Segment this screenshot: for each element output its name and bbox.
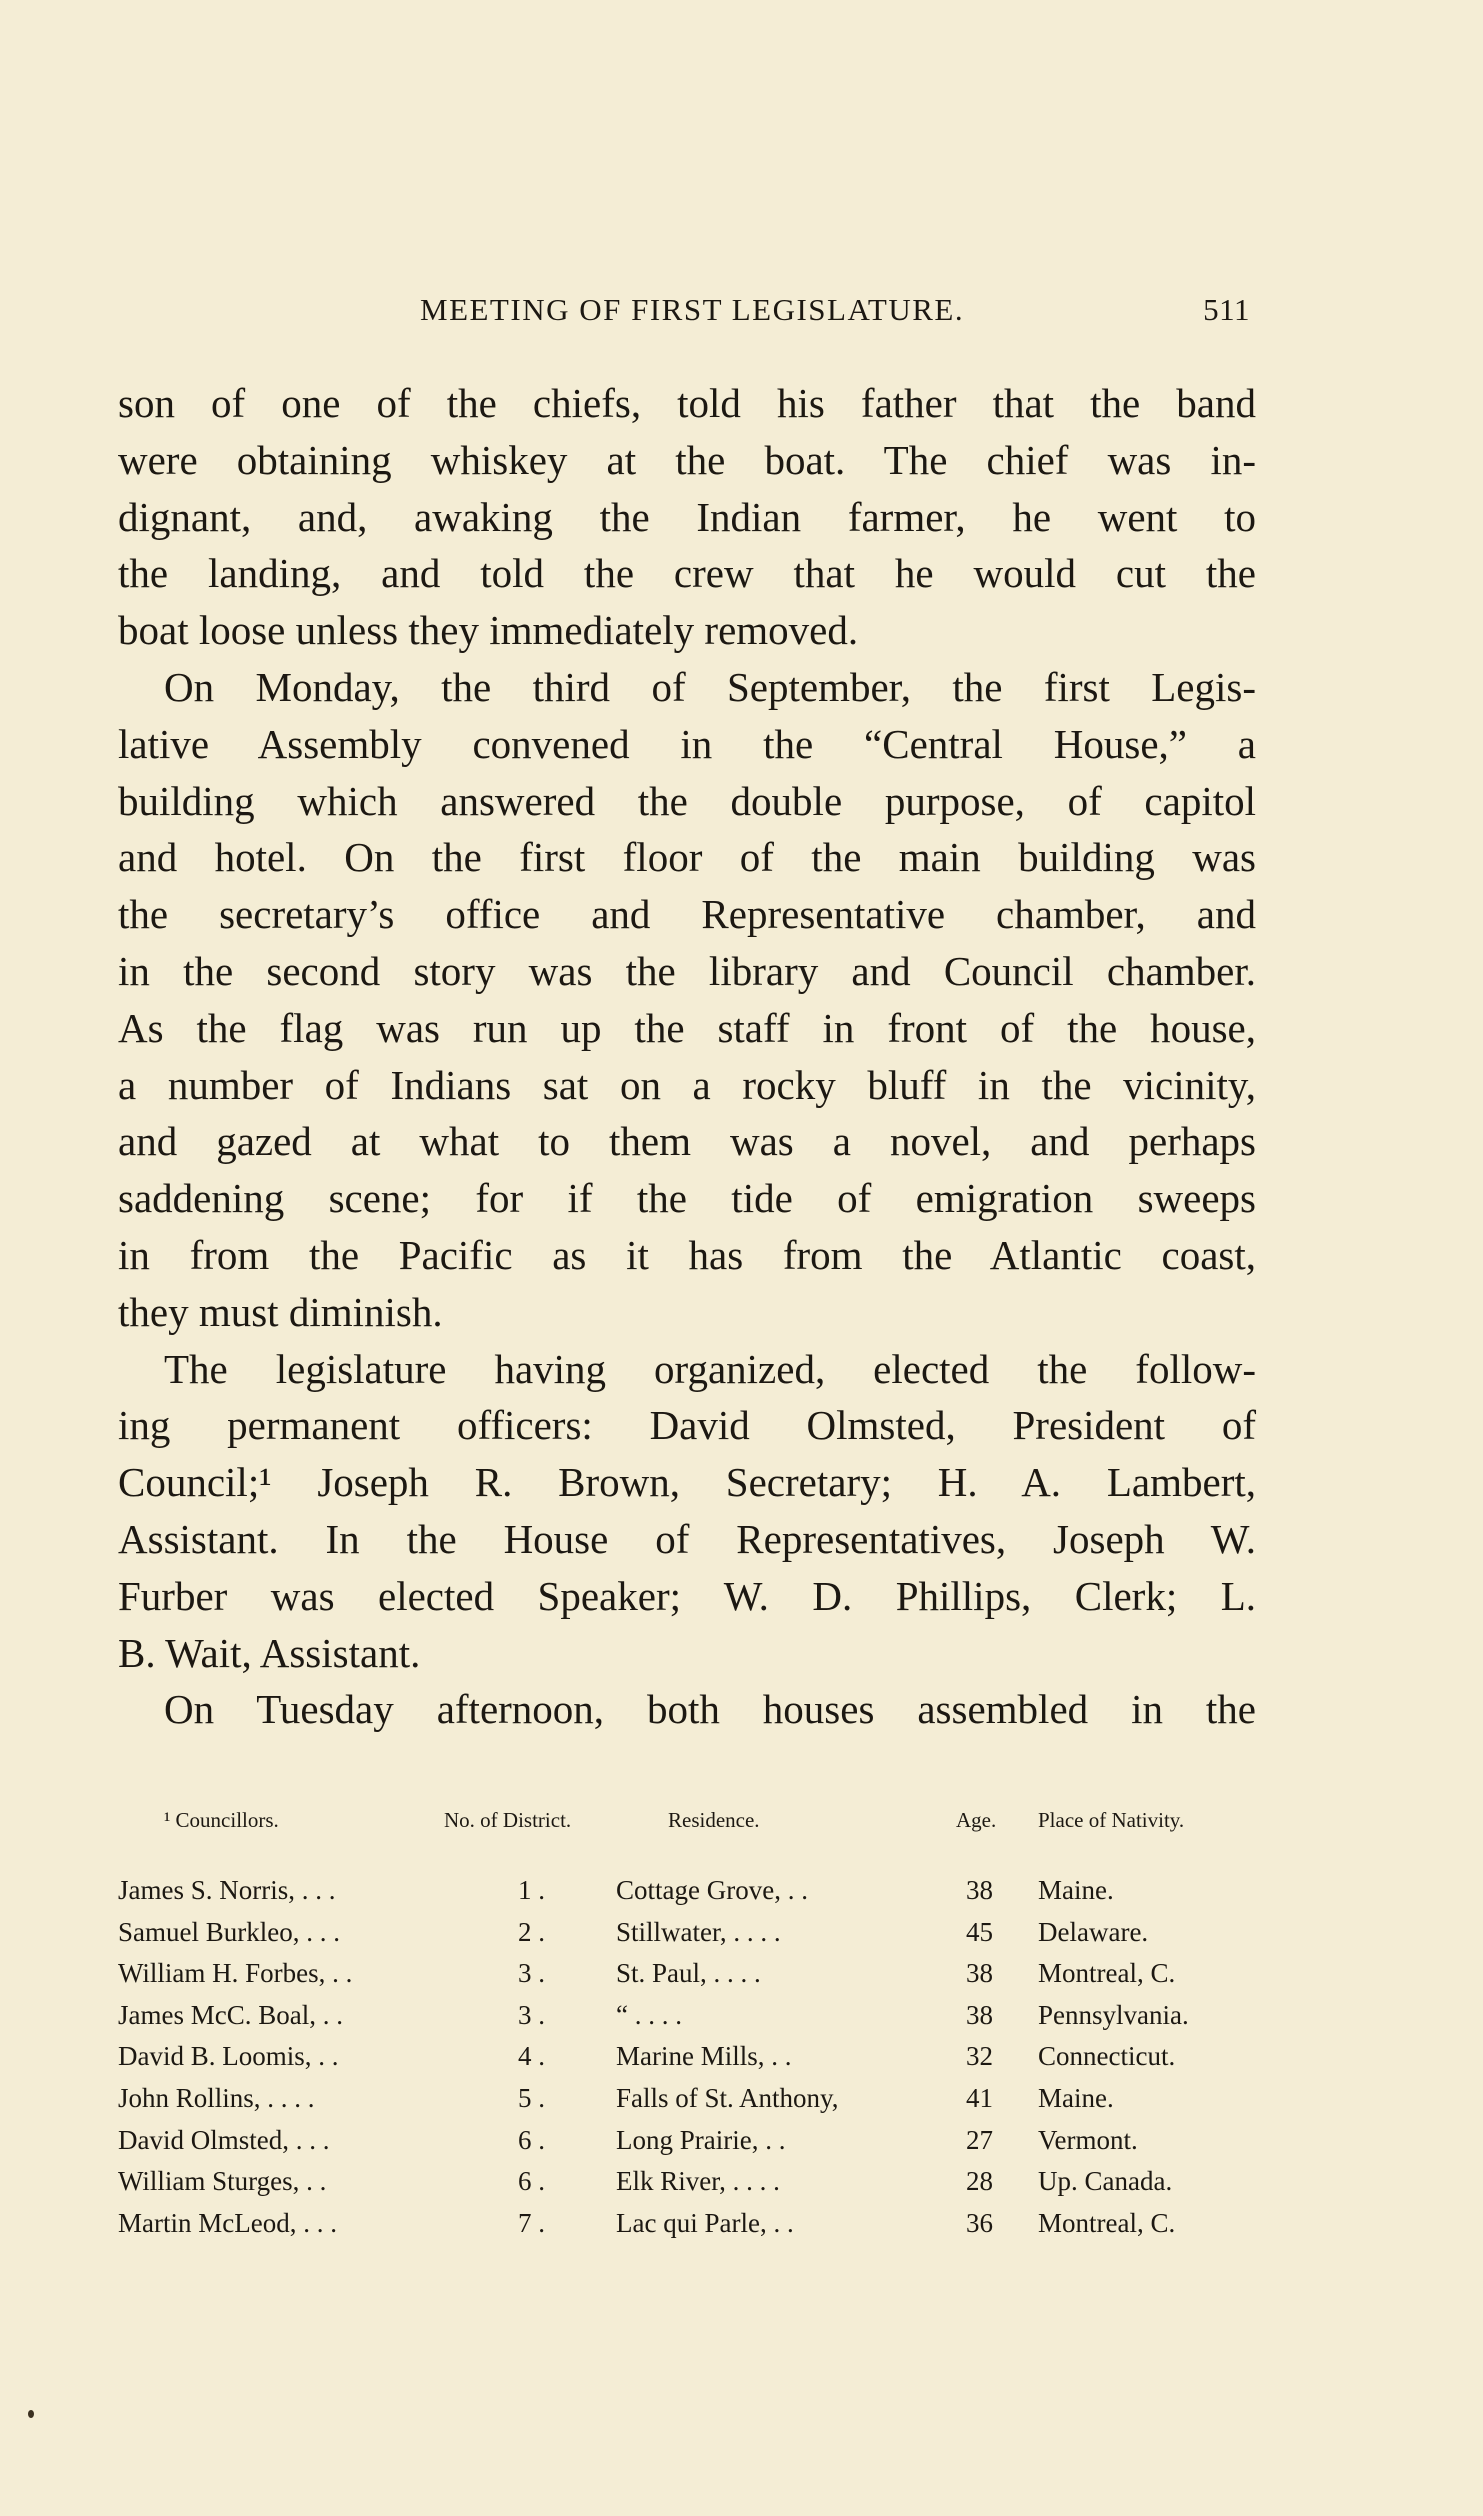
text-line: Furber was elected Speaker; W. D. Phillips, Clerk; L. <box>118 1572 1256 1619</box>
text-line: were obtaining whiskey at the boat. The chief was in- <box>118 436 1256 483</box>
header-councillors: ¹ Councillors. <box>164 1808 279 1832</box>
text-line: Council;¹ Joseph R. Brown, Secretary; H. A. Lambert, <box>118 1459 1256 1506</box>
page-number: 511 <box>1203 292 1250 327</box>
age: 41 <box>966 2082 993 2113</box>
district-number: 7 . <box>518 2207 545 2238</box>
text-line: saddening scene; for if the tide of emigration sweeps <box>118 1175 1256 1222</box>
text-line: the secretary’s office and Representative chamber, and <box>118 891 1256 938</box>
table-row <box>118 1953 1256 1995</box>
footnote-table-body <box>118 1870 1256 2244</box>
district-number: 1 . <box>518 1875 545 1905</box>
text-line: As the flag was run up the staff in front of the house, <box>118 1004 1256 1051</box>
place-of-nativity: Pennsylvania. <box>1038 1999 1189 2030</box>
text-line: lative Assembly convened in the “Central House,” a <box>118 720 1256 767</box>
text-line: building which answered the double purpose, of capitol <box>118 777 1256 824</box>
residence: Cottage Grove, . . <box>616 1875 808 1905</box>
table-row <box>118 1995 1256 2037</box>
text-line: the landing, and told the crew that he would cut the <box>118 550 1256 597</box>
table-row <box>118 1870 1256 1912</box>
place-of-nativity: Delaware. <box>1038 1916 1149 1947</box>
councillor-name: John Rollins, . . . . <box>118 2082 315 2113</box>
footnote-table-header <box>118 1808 1256 1848</box>
table-row <box>118 2161 1256 2203</box>
running-head <box>420 292 1250 332</box>
text-line: in from the Pacific as it has from the Atlantic coast, <box>118 1231 1256 1278</box>
age: 38 <box>966 1999 993 2030</box>
text-line: Assistant. In the House of Representatives, Joseph W. <box>118 1515 1256 1562</box>
age: 28 <box>966 2166 993 2197</box>
header-nativity: Place of Nativity. <box>1038 1808 1185 1832</box>
age: 38 <box>966 1875 993 1905</box>
councillor-name: William Sturges, . . <box>118 2166 327 2197</box>
place-of-nativity: Montreal, C. <box>1038 2207 1176 2238</box>
text-line: a number of Indians sat on a rocky bluff in the vicinity, <box>118 1061 1256 1108</box>
footnote-councillors-table <box>118 1808 1256 2244</box>
text-line: and gazed at what to them was a novel, and perhaps <box>118 1118 1256 1165</box>
age: 45 <box>966 1916 993 1947</box>
table-row <box>118 1912 1256 1954</box>
councillor-name: David Olmsted, . . . <box>118 2124 330 2155</box>
district-number: 6 . <box>518 2124 545 2155</box>
table-row <box>118 2078 1256 2120</box>
table-row <box>118 2203 1256 2245</box>
place-of-nativity: Maine. <box>1038 2082 1114 2113</box>
text-line: boat loose unless they immediately removed. <box>118 607 859 654</box>
table-row <box>118 2036 1256 2078</box>
text-line: On Monday, the third of September, the first Legis- <box>164 663 1256 710</box>
residence: Long Prairie, . . <box>616 2124 786 2155</box>
residence: Marine Mills, . . <box>616 2041 792 2072</box>
district-number: 2 . <box>518 1916 545 1947</box>
text-line: B. Wait, Assistant. <box>118 1629 421 1676</box>
councillor-name: William H. Forbes, . . <box>118 1958 353 1989</box>
header-residence: Residence. <box>668 1808 760 1832</box>
district-number: 3 . <box>518 1999 545 2030</box>
district-number: 4 . <box>518 2041 545 2072</box>
body-text <box>118 375 1256 1738</box>
text-line: On Tuesday afternoon, both houses assembled in the <box>164 1686 1256 1733</box>
residence: Stillwater, . . . . <box>616 1916 781 1947</box>
residence: Elk River, . . . . <box>616 2166 780 2197</box>
header-district: No. of District. <box>444 1808 572 1832</box>
residence: Lac qui Parle, . . <box>616 2207 794 2238</box>
councillor-name: David B. Loomis, . . <box>118 2041 339 2072</box>
text-line: and hotel. On the first floor of the main building was <box>118 834 1256 881</box>
text-line: dignant, and, awaking the Indian farmer, he went to <box>118 493 1256 540</box>
ink-speck <box>28 2410 34 2418</box>
place-of-nativity: Montreal, C. <box>1038 1958 1176 1989</box>
age: 32 <box>966 2041 993 2072</box>
place-of-nativity: Up. Canada. <box>1038 2166 1173 2197</box>
header-age: Age. <box>956 1808 997 1832</box>
district-number: 3 . <box>518 1958 545 1989</box>
residence: St. Paul, . . . . <box>616 1958 761 1989</box>
age: 27 <box>966 2124 993 2155</box>
text-line: The legislature having organized, elected the follow- <box>164 1345 1256 1392</box>
text-line: son of one of the chiefs, told his father that the band <box>118 380 1256 426</box>
councillor-name: Samuel Burkleo, . . . <box>118 1916 340 1947</box>
text-line: in the second story was the library and Council chamber. <box>118 947 1256 994</box>
age: 38 <box>966 1958 993 1989</box>
place-of-nativity: Vermont. <box>1038 2124 1138 2155</box>
district-number: 5 . <box>518 2082 545 2113</box>
text-line: ing permanent officers: David Olmsted, President of <box>118 1402 1256 1449</box>
councillor-name: Martin McLeod, . . . <box>118 2207 337 2238</box>
age: 36 <box>966 2207 993 2238</box>
running-head-title: MEETING OF FIRST LEGISLATURE. <box>420 292 965 327</box>
table-row <box>118 2120 1256 2162</box>
place-of-nativity: Maine. <box>1038 1875 1114 1905</box>
place-of-nativity: Connecticut. <box>1038 2041 1176 2072</box>
residence: Falls of St. Anthony, <box>616 2082 839 2113</box>
text-line: they must diminish. <box>118 1288 443 1335</box>
residence: “ . . . . <box>616 1999 682 2030</box>
councillor-name: James McC. Boal, . . <box>118 1999 343 2030</box>
district-number: 6 . <box>518 2166 545 2197</box>
councillor-name: James S. Norris, . . . <box>118 1875 336 1905</box>
